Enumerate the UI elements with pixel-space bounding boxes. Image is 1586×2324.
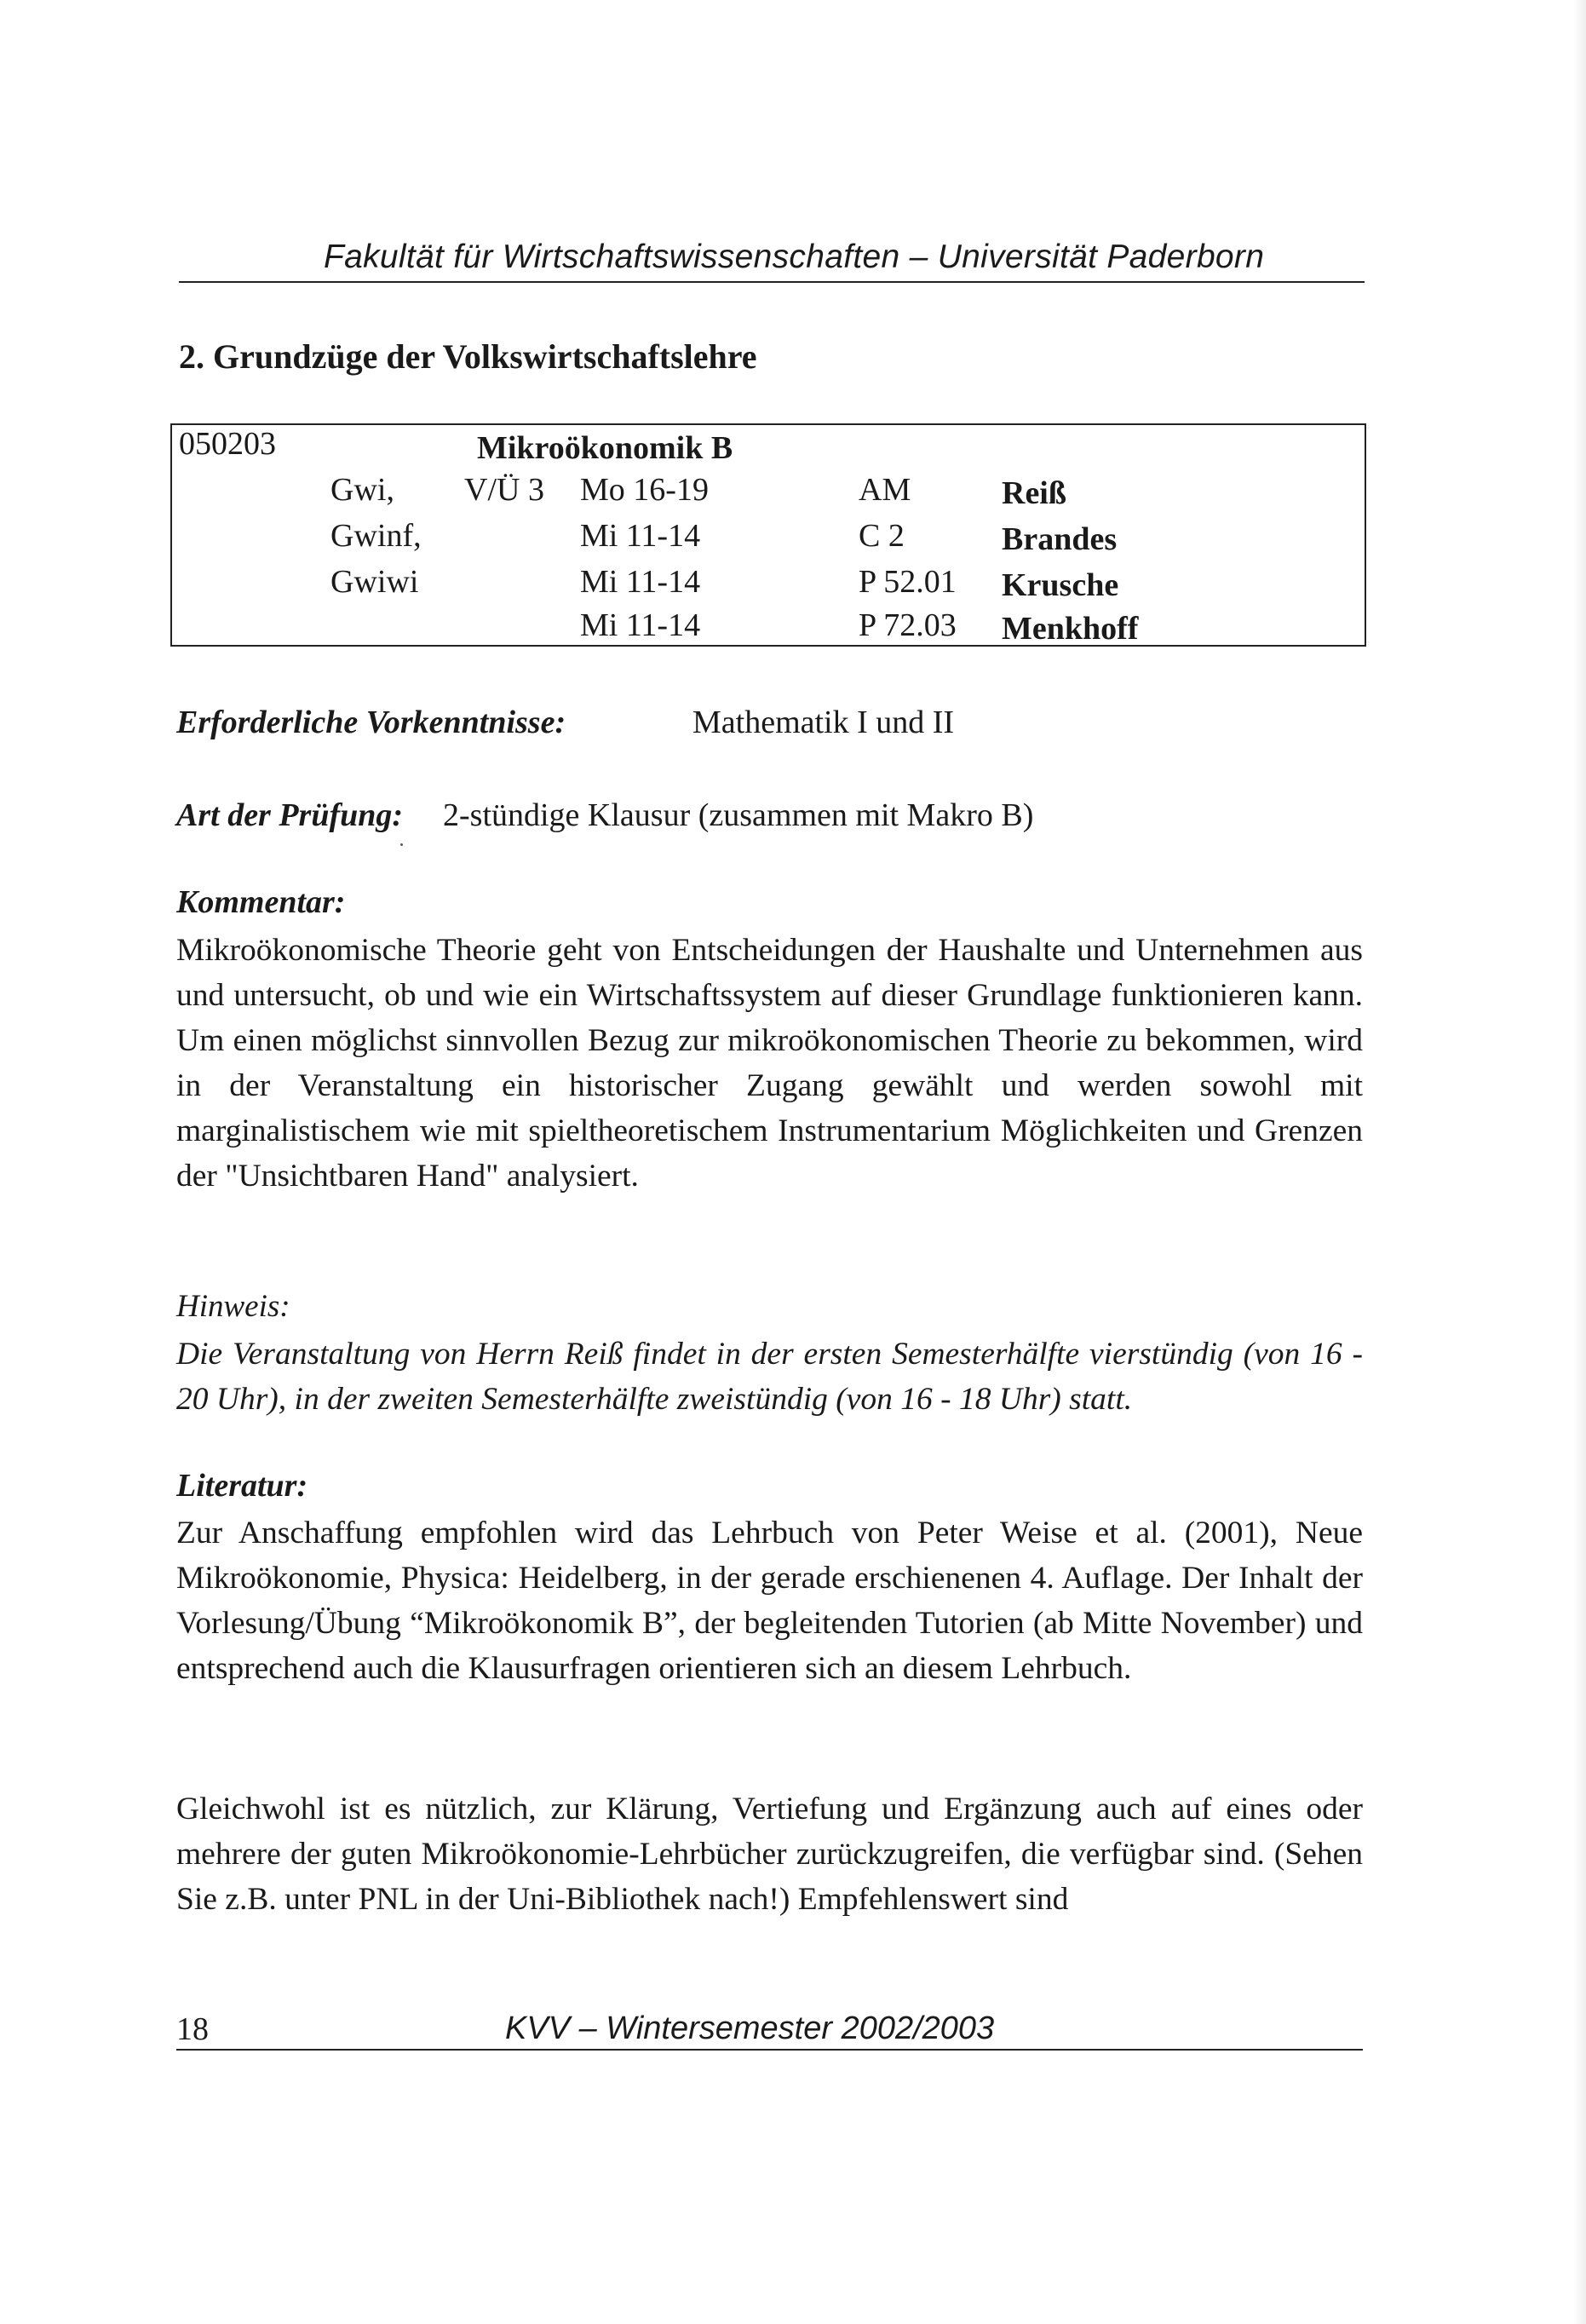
- session-lecturer: Krusche: [1002, 567, 1119, 603]
- course-type: V/Ü 3: [464, 472, 544, 508]
- session-time: Mi 11-14: [580, 564, 701, 600]
- session-room: AM: [859, 472, 911, 508]
- session-time: Mi 11-14: [580, 518, 701, 554]
- course-program: Gwinf,: [330, 518, 422, 554]
- session-time: Mo 16-19: [580, 472, 709, 508]
- session-room: P 52.01: [859, 564, 957, 600]
- comment-text: Mikroökonomische Theorie geht von Entscheidungen der Haushalte und Unternehmen aus und untersucht, ob und wie ein Wirtschaftssystem auf dieser Grundlage funktionieren kann. Um einen möglichst sinnvollen Bezug zur mikroökonomischen Theorie zu bekommen, wird in der Veranstaltung ein historischer Zugang gewählt und werden sowohl mit marginalistischem wie mit spieltheoretischem Instrumentarium Möglichkeiten und Grenzen der "Unsichtbaren Hand" analysiert.: [176, 933, 1363, 1194]
- header-rule: [179, 281, 1365, 283]
- comment-label: Kommentar:: [176, 884, 346, 920]
- page-footer: KVV – Wintersemester 2002/2003: [505, 2010, 995, 2046]
- session-room: C 2: [859, 518, 905, 554]
- session-room: P 72.03: [859, 607, 957, 643]
- course-name: Mikroökonomik B: [477, 430, 733, 466]
- course-id: 050203: [179, 426, 276, 462]
- exam-label: Art der Prüfung:: [176, 797, 404, 833]
- session-time: Mi 11-14: [580, 607, 701, 643]
- note-label: Hinweis:: [176, 1289, 290, 1324]
- page-header: Fakultät für Wirtschaftswissenschaften – Universität Paderborn: [324, 239, 1265, 275]
- course-program: Gwiwi: [330, 564, 419, 600]
- exam-value: 2-stündige Klausur (zusammen mit Makro B): [443, 797, 1034, 833]
- session-lecturer: Reiß: [1002, 475, 1066, 511]
- literature-paragraph: Zur Anschaffung empfohlen wird das Lehrbuch von Peter Weise et al. (2001), Neue Mikroökonomie, Physica: Heidelberg, in der gerade erschienenen 4. Auflage. Der Inhalt der Vorlesung/Übung “Mikroökonomik B”, der begleitenden Tutorien (ab Mitte November) und entsprechend auch die Klausurfragen orientieren sich an diesem Lehrbuch.: [176, 1516, 1363, 1686]
- literature-paragraph: Gleichwohl ist es nützlich, zur Klärung, Vertiefung und Ergänzung auch auf eines oder mehrere der guten Mikroökonomie-Lehrbücher zurückzugreifen, die verfügbar sind. (Sehen Sie z.B. unter PNL in der Uni-Bibliothek nach!) Empfehlenswert sind: [176, 1792, 1363, 1917]
- session-lecturer: Brandes: [1002, 521, 1118, 557]
- prerequisites-value: Mathematik I und II: [692, 705, 955, 740]
- note-text: Die Veranstaltung von Herrn Reiß findet in der ersten Semesterhälfte vierstündig (von 16 - 20 Uhr), in der zweiten Semesterhälfte zweistündig (von 16 - 18 Uhr) statt.: [176, 1337, 1363, 1417]
- section-title: 2. Grundzüge der Volkswirtschaftslehre: [179, 337, 757, 376]
- course-table: [170, 423, 1366, 647]
- scan-speck: [400, 843, 403, 846]
- footer-rule: [176, 2049, 1363, 2051]
- prerequisites-label: Erforderliche Vorkenntnisse:: [176, 705, 566, 740]
- literature-label: Literatur:: [176, 1468, 308, 1504]
- page-number: 18: [176, 2011, 209, 2047]
- course-program: Gwi,: [330, 472, 394, 508]
- table-underline: [173, 645, 1297, 647]
- page-edge-shadow: [1574, 0, 1586, 2324]
- session-lecturer: Menkhoff: [1002, 611, 1139, 647]
